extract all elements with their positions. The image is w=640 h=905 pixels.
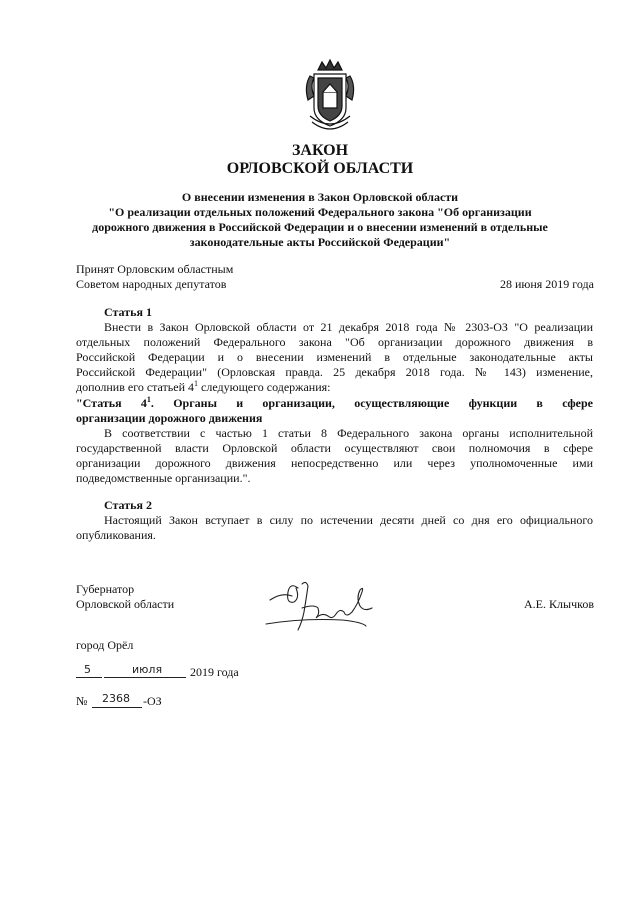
- signing-year: 2019 года: [190, 665, 239, 679]
- new-article-line: В соответствии с частью 1 статьи 8 Федерального закона органы исполнительной: [104, 426, 593, 440]
- article-1-line: Внести в Закон Орловской области от 21 декабря 2018 года № 2303-ОЗ "О реализации: [104, 320, 593, 334]
- new-article-heading: [76, 396, 593, 426]
- subject-line: О внесении изменения в Закон Орловской области: [181, 190, 459, 204]
- adoption-date: 28 июня 2019 года: [499, 277, 594, 291]
- subject-line: "О реализации отдельных положений Федерального закона "Об организации: [108, 205, 532, 219]
- law-title: ЗАКОН: [291, 142, 349, 159]
- subject-line: дорожного движения в Российской Федерации и о внесении изменений в отдельные: [92, 220, 548, 234]
- superscript: 1: [146, 396, 151, 404]
- new-article-heading-text: . Органы и организации, осуществляющие функции в сфере: [150, 396, 593, 410]
- subject-line: законодательные акты Российской Федерации": [189, 235, 451, 249]
- handwritten-signature: [262, 578, 392, 638]
- superscript: 1: [194, 380, 199, 388]
- law-subject: [90, 190, 550, 250]
- month-underline: [104, 677, 186, 678]
- law-number-suffix: -ОЗ: [143, 694, 162, 708]
- article-2-line: опубликования.: [76, 528, 156, 542]
- day-underline: [76, 677, 102, 678]
- article-2-text: [76, 513, 593, 543]
- governor-name: А.Е. Клычков: [524, 597, 594, 611]
- governor-role-line-2: Орловской области: [76, 597, 175, 611]
- article-1-heading: Статья 1: [104, 305, 152, 319]
- article-1-text: [76, 320, 593, 395]
- article-2-heading: Статья 2: [104, 498, 152, 512]
- new-article-heading-line: организации дорожного движения: [76, 411, 263, 425]
- governor-role-line-1: Губернатор: [76, 582, 135, 596]
- article-1-line: [76, 380, 593, 395]
- place-of-signing: город Орёл: [76, 638, 134, 652]
- adopted-line-2: Советом народных депутатов: [76, 277, 227, 291]
- new-article-heading-text: "Статья 4: [76, 396, 147, 410]
- article-1-line-text: следующего содержания:: [198, 380, 331, 394]
- new-article-line: организации дорожного движения непосредственно или через уполномоченные ими: [76, 456, 593, 470]
- new-article-heading-line: [76, 396, 593, 411]
- article-2-line: Настоящий Закон вступает в силу по истечении десяти дней со дня его официального: [104, 513, 593, 527]
- article-1-line: Российской Федерации и о внесении изменений в отдельные законодательные акты: [76, 350, 593, 364]
- article-1-line-text: дополнив его статьей 4: [76, 380, 195, 394]
- law-number-prefix: №: [76, 694, 88, 708]
- adopted-line-1: Принят Орловским областным: [76, 262, 234, 276]
- article-1-line: отдельных положений Федерального закона "Об организации дорожного движения в: [76, 335, 593, 349]
- new-article-body: [76, 426, 593, 486]
- signing-day: 5: [84, 663, 91, 676]
- coat-of-arms-emblem: [300, 56, 360, 134]
- new-article-line: государственной власти Орловской области осуществляют свои полномочия в сфере: [76, 441, 593, 455]
- signing-month: июля: [132, 663, 163, 676]
- law-number: 2368: [102, 692, 130, 705]
- new-article-line: подведомственные организации.".: [76, 471, 251, 485]
- number-underline: [92, 707, 142, 708]
- article-1-line: Российской Федерации" (Орловская правда. 25 декабря 2018 года. № 143) изменение,: [76, 365, 593, 379]
- region-title: ОРЛОВСКОЙ ОБЛАСТИ: [226, 160, 414, 177]
